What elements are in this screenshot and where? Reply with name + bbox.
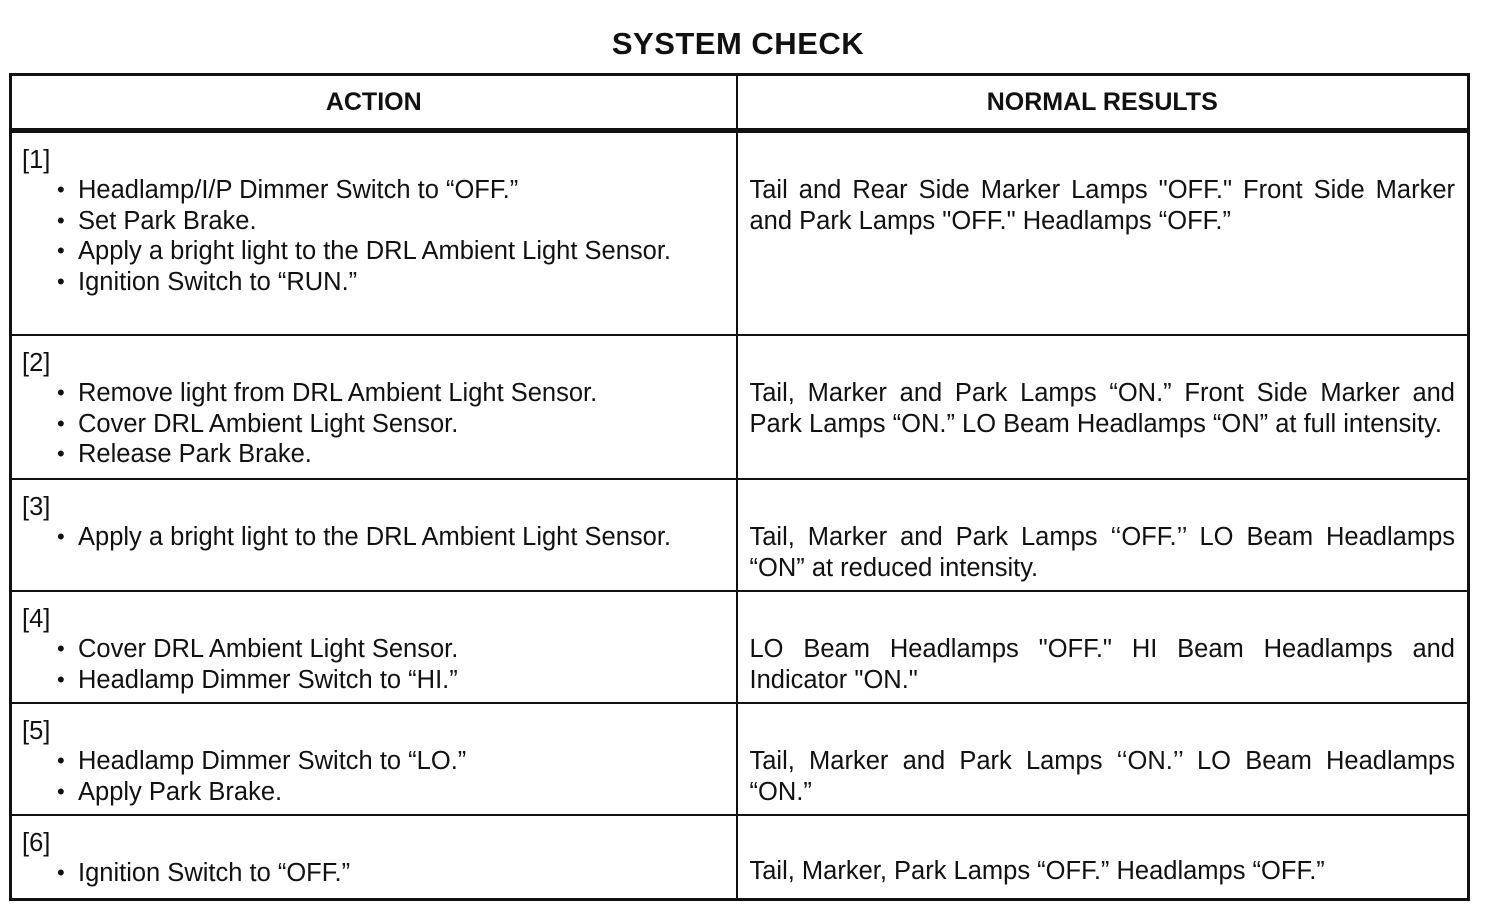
result-text: Tail and Rear Side Marker Lamps "OFF." Front Side Marker and Park Lamps "OFF." Headlamps “OFF.” [749,176,1455,235]
action-item: • Cover DRL Ambient Light Sensor. [57,409,728,440]
header-row [11,75,1469,131]
result-cell [737,703,1469,815]
action-item: • Apply Park Brake. [57,777,728,808]
result-text: Tail, Marker and Park Lamps “ON.” Front Side Marker and Park Lamps “ON.” LO Beam Headlamps “ON” at full intensity. [749,379,1455,438]
results-header: NORMAL RESULTS [737,75,1469,131]
action-item: • Remove light from DRL Ambient Light Sensor. [57,378,728,409]
action-cell [11,703,737,815]
step-number: [6] [22,829,51,857]
step-number: [2] [22,349,51,377]
action-list [12,858,736,889]
table-row [11,479,1469,591]
table-row [11,335,1469,479]
action-cell [11,131,737,336]
table-row [11,131,1469,336]
action-item: • Headlamp/I/P Dimmer Switch to “OFF.” [57,175,728,206]
result-cell [737,815,1469,900]
table-row [11,815,1469,900]
action-item: • Headlamp Dimmer Switch to “LO.” [57,746,728,777]
step-number: [4] [22,605,51,633]
action-list [12,175,736,297]
page-title: SYSTEM CHECK [611,26,865,61]
table-row [11,703,1469,815]
step-number: [1] [22,146,51,174]
result-cell [737,131,1469,336]
action-cell [11,479,737,591]
result-text: Tail, Marker and Park Lamps ‘‘ON.’’ LO Beam Headlamps “ON.” [749,747,1455,806]
result-text: Tail, Marker, Park Lamps “OFF.” Headlamps “OFF.” [749,857,1325,885]
step-number: [5] [22,717,51,745]
action-item: • Release Park Brake. [57,439,728,470]
action-item: • Set Park Brake. [57,206,728,237]
action-item: • Apply a bright light to the DRL Ambient Light Sensor. [57,522,728,553]
action-item: • Apply a bright light to the DRL Ambient Light Sensor. [57,236,728,267]
action-item: • Headlamp Dimmer Switch to “HI.” [57,665,728,696]
step-number: [3] [22,493,51,521]
action-cell [11,335,737,479]
action-list [12,378,736,470]
action-cell [11,591,737,703]
action-cell [11,815,737,900]
action-header: ACTION [11,75,737,131]
action-item: • Ignition Switch to “RUN.” [57,267,728,298]
system-check-table [9,73,1470,901]
result-text: Tail, Marker and Park Lamps ‘‘OFF.’’ LO Beam Headlamps “ON” at reduced intensity. [749,523,1455,582]
action-item: • Ignition Switch to “OFF.” [57,858,728,889]
action-list [12,522,736,553]
result-text: LO Beam Headlamps "OFF." HI Beam Headlamps and Indicator "ON." [749,635,1455,694]
result-cell [737,335,1469,479]
action-list [12,746,736,807]
action-list [12,634,736,695]
table-row [11,591,1469,703]
result-cell [737,479,1469,591]
action-item: • Cover DRL Ambient Light Sensor. [57,634,728,665]
result-cell [737,591,1469,703]
